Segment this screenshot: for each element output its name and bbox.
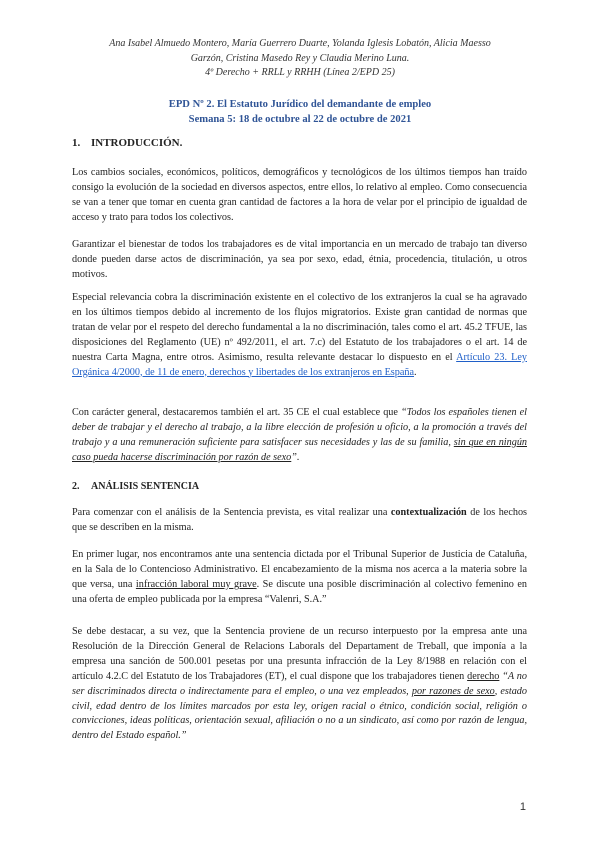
constitution-quote-underlined: sin que en ningún caso pueda hacerse discriminación por razón de sexo: [72, 436, 528, 463]
analysis-paragraph-2-text: En primer lugar, nos encontramos ante una sentencia dictada por el Tribunal Superior de Justicia de Cataluña, en la Sala de lo Contencioso Administrativo. El encabezamiento de la misma nos acerca a la materia sobre la que versa, una: [72, 549, 527, 590]
document-title: [60, 98, 540, 127]
constitution-quote-end: ”.: [291, 451, 300, 463]
title-line-2: Semana 5: 18 de octubre al 22 de octubre de 2021: [188, 113, 412, 125]
intro-paragraph-4: [72, 406, 527, 466]
intro-paragraph-2: Garantizar el bienestar de todos los trabajadores es de vital importancia en un mercado de trabajo tan diverso donde pueden darse actos de discriminación, ya sea por sexo, edad, étnia, procedencia, titulación, u otros motivos.: [72, 239, 527, 280]
constitution-quote: “Todos los españoles tienen el deber de trabajar y el derecho al trabajo, a la libre elección de profesión u oficio, a la promoción a través del trabajo y a una remuneración suficiente para satisfacer sus necesidades y las de su familia,: [72, 407, 528, 448]
statute-quote-2: , estado civil, edad dentro de los límites marcados por esta ley, origen racial o étnico, condición social, religión o convicciones, ideas políticas, orientación sexual, afiliación o no a un sindicato, así como por razón de lengua, dentro del Estado español.”: [72, 685, 527, 742]
page-number: 1: [519, 801, 526, 813]
statute-quote-underlined: por razones de sexo: [411, 685, 495, 697]
analysis-paragraph-1-bold: contextualización: [390, 507, 467, 518]
analysis-paragraph-2: [72, 548, 527, 608]
course-line: 4º Derecho + RRLL y RRHH (Línea 2/EPD 25): [205, 67, 395, 78]
analysis-paragraph-1: [72, 506, 527, 536]
statute-quote-1: “A no ser discriminados directa o indirectamente para el empleo, o una vez empleados,: [72, 670, 527, 697]
analysis-paragraph-2-end: . Se discute una posible discriminación al colectivo femenino en una oferta de empleo publicada por la empresa “Valenri, S.A.”: [72, 578, 527, 605]
section-1-number: 1.: [72, 137, 81, 149]
authors-line-2: Garzón, Cristina Masedo Rey y Claudia Merino Luna.: [190, 52, 410, 64]
section-2-title: ANÁLISIS SENTENCIA: [91, 481, 200, 492]
intro-paragraph-3-end: .: [414, 366, 417, 378]
analysis-paragraph-3-text: Se debe destacar, a su vez, que la Sentencia proviene de un recurso interpuesto por la empresa ante una Resolución de la Dirección General de Relacions Laborals del Departament de Treball, que imponía a la empresa una sanción de 500.001 pesetas por una presunta infracción de la Ley 8/1988 en relación con el artículo 4.2.C del Estatuto de los Trabajadores (ET), el cual dispone que los trabajadores tienen: [72, 626, 527, 682]
intro-paragraph-3-text: Especial relevancia cobra la discriminación existente en el colectivo de los extranjeros la cual se ha agravado en los últimos tiempos debido al incremento de los flujos migratorios. Existe gran cantidad de normas que tratan de velar por el respeto del derecho fundamental a la no discriminación, tales como el art. 45.2 TFUE, las disposiciones del Reglamento (UE) nº 492/2011, el art. 7.c) del Estatuto de los trabajadores o el art. 14 de nuestra Carta Magna, entre otros. Asimismo, resulta relevante destacar lo dispuesto en el: [72, 292, 527, 363]
section-2-number: 2.: [72, 481, 80, 492]
analysis-paragraph-3-underlined-1: derecho: [467, 670, 500, 682]
analysis-paragraph-2-underlined: infracción laboral muy grave: [135, 578, 257, 590]
ley-organica-link[interactable]: Artículo 23. Ley Orgánica 4/2000, de 11 de enero, derechos y libertades de los extranjeros en España: [72, 351, 527, 378]
authors-line-1: Ana Isabel Almuedo Montero, María Guerrero Duarte, Yolanda Iglesis Lobatón, Alicia Maesso: [109, 38, 491, 49]
section-2-heading: [72, 481, 199, 492]
analysis-paragraph-3: [72, 625, 527, 744]
authors-header: [60, 37, 540, 81]
intro-paragraph-3: [72, 291, 527, 380]
analysis-paragraph-1-text: Para comenzar con el análisis de la Sentencia prevista, es vital realizar una: [72, 507, 391, 518]
analysis-paragraph-1-end: de los hechos que se describen en la misma.: [72, 507, 527, 533]
section-1-title: INTRODUCCIÓN.: [91, 137, 183, 149]
section-1-heading: [72, 137, 182, 149]
title-line-1: EPD Nº 2. El Estatuto Jurídico del demandante de empleo: [168, 99, 432, 110]
intro-paragraph-1: Los cambios sociales, económicos, políticos, demográficos y tecnológicos de los últimos tiempos han traído consigo la evolución de la sociedad en diversos aspectos, entre ellos, lo relativo al empleo. Como consecuencia se van a tener que tomar en cuenta gran cantidad de factores a la hora de velar por el principio de igualdad de acceso y trato para todos los colectivos.: [72, 167, 527, 223]
intro-paragraph-4-text: Con carácter general, destacaremos también el art. 35 CE el cual establece que: [72, 407, 401, 418]
